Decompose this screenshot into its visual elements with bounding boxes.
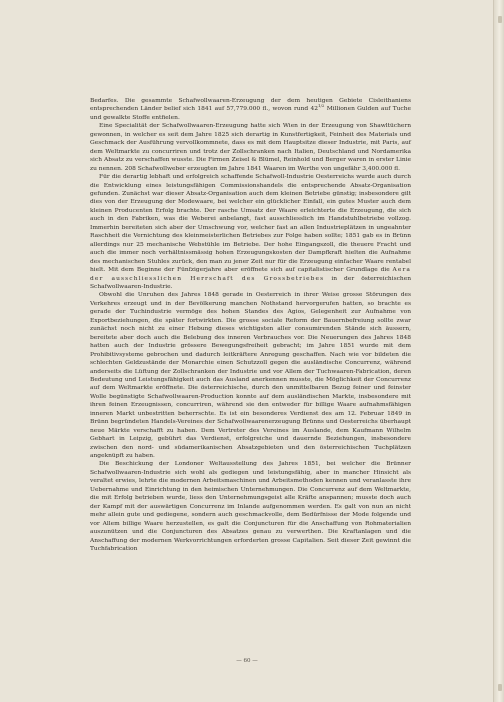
- page-edge: [493, 0, 504, 702]
- paragraph-text: in der österreichischen Schafwollwaaren-Industrie.: [90, 275, 411, 290]
- paragraph: Obwohl die Unruhen des Jahres 1848 gerade in Oesterreich in ihrer Weise grosse Störungen des Verkehres erzeugt und in der Bevölkerung manchen Nothstand hervorgerufen hatten, so brachte es gerade der Tuchindustrie vermöge des hohen Standes des Agios, Gelegenheit zur Aufnahme von Exportbeziehungen, die später fortwirkten. Die grosse sociale Reform der Bauernbefreiung sollte zwar zunächst noch nicht zu einer Hebung dieses wichtigsten aller consumirenden Stände sich äussern, bereitete aber doch auch die Belebung des inneren Verbrauches vor. Die Neuerungen des Jahres 1848 hatten auch der Industrie grössere Bewegungsfreiheit gebracht; im Jahre 1851 wurde mit dem Prohibitivsysteme gebrochen und dadurch leitkräftere Anregung geschaffen. Nach wie vor bildeten die schlechten Geldzustände der Monarchie einen Schutzzoll gegen die ausländische Concurrenz, während anderseits die Lüftung der Zollschranken der Industrie und vor Allem der Tuchwaaren-Fabrication, deren Bedeutung und Leistungsfähigkeit auch das Ausland anerkennen musste, die Möglichkeit der Concurrenz auf dem Weltmarkte eröffnete. Die österreichische, durch den unmittelbaren Bezug feiner und feinster Wolle begünstigte Schafwollwaaren-Production konnte auf dem ausländischen Markte, insbesondere mit ihren feinen Erzeugnissen, concurriren, während sie den entweder für billige Waare aufnahmsfähigen inneren Markt unbestritten beherrschte. Es ist ein besonderes Verdienst des am 12. Februar 1849 in Brünn begründeten Handels-Vereines der Schafwollwaarenerzeugung Brünns und Oesterreichs überhaupt neue Märkte verschafft zu haben. Dem Vertreter des Vereines im Auslande, dem Kaufmann Wilhelm Gebhart in Leipzig, gebührt das Verdienst, erfolgreiche und dauernde Beziehungen, insbesondere zwischen den nord- und südamerikanischen Absatzgebieten und den österreichischen Tuchplätzen angeknüpft zu haben.: [90, 292, 411, 460]
- paragraph: Die Beschickung der Londoner Weltausstellung des Jahres 1851, bei welcher die Brünner Schafwollwaaren-Industrie sich wohl als gediegen und leistungsfähig, aber in mancher Hinsicht als veraltet erwies, lehrte die modernen Arbeitsmaschinen und Arbeitsmethoden kennen und veranlasste ihre Uebernahme und Einrichtung in den heimischen Unternehmungen. Die Concurrenz auf dem Weltmarkte, die mit Erfolg betrieben wurde, liess den Unternehmungsgeist alle Kräfte anspannen; musste doch auch der Kampf mit der auswärtigen Concurrenz im Inlande aufgenommen werden. Es galt von nun an nicht mehr allein gute und gediegene, sondern auch geschmackvolle, dem Bedürfnisse der Mode folgende und vor Allem billige Waare herzustellen, es galt die Conjuncturen für die Anschaffung von Rohmaterialien auszunützen und die Conjuncturen des Absatzes genau zu verwerthen. Die Kraftanlagen und die Anschaffung der modernen Werkvorrichtungen erforderten grosse Capitalien. Seit dieser Zeit gewinnt die Tuchfabrication: [90, 461, 411, 553]
- paragraph: Eine Specialität der Schafwollwaaren-Erzeugung hatte sich Wien in der Erzeugung von Shawltüchern gewonnen, in welcher es seit dem Jahre 1825 sich derartig in Kunstfertigkeit, Feinheit des Materials und Geschmack der Ausführung vervollkommnete, dass es mit dem Hauptsitze dieser Industrie, mit Paris, auf dem Weltmarkte zu concurriren und trotz der Zollschranken nach Italien, Deutschland und Nordamerika sich Absatz zu verschaffen wusste. Die Firmen Zeisel & Blümel, Reinhold und Berger waren in erster Linie zu nennen. 208 Schafwollweber erzeugten im Jahre 1841 Waaren im Werthe von ungefähr 3,400.000 fl.: [90, 123, 411, 172]
- paragraph: [90, 173, 411, 291]
- page-number: — 60 —: [236, 658, 258, 664]
- paragraph: [90, 97, 411, 122]
- fraction: 1/2: [317, 103, 325, 109]
- paragraph-text: Millionen Gulden auf Tuche und gewalkte Stoffe entfielen.: [90, 106, 411, 121]
- binding-tab: [498, 16, 502, 23]
- body-text: [90, 97, 411, 553]
- spaced-emphasis: Aera der ausschliesslichen Herrschaft des Grossbetriebes: [90, 267, 411, 282]
- binding-tab: [498, 684, 502, 691]
- paragraph-text: Für die derartig lebhaft und erfolgreich schaffende Schafwoll-Industrie Oesterreichs wurde auch durch die Entwicklung eines leistungsfähigen Commissionshandels die entsprechende Absatz-Organisation gefunden. Zunächst war dieser Absatz-Organisation auch dem kleinen Betriebe günstig; insbesondere gilt dies von der Erzeugung der Modewaare, bei welcher ein glücklicher Einfall, ein gutes Muster auch dem kleinen Producenten Erfolg brachte. Der rasche Umsatz der Waare erleichterte die Erzeugung, die sich auch in den Fabriken, was die Weberei anbelangt, fast ausschliesslich im Handstuhlbetriebe vollzog. Immerhin bereiteten sich aber der Umschwung vor, welcher fast an allen Industrieplätzen in ungeahnter Raschheit die Vernichtung des kleinmeisterlichen Betriebes zur Folge haben sollte; 1851 gab es in Brünn allerdings nur 25 mechanische Webstühle im Betriebe. Der hohe Eingangszoll, die theuere Fracht und auch die immer noch verhältnissmässig hohen Erzeugungskosten der Dampfkraft hielten die Aufnahme des mechanischen Stuhles zurück, den man zu jener Zeit nur für die Erzeugung einfacher Waare rentabel hielt. Mit dem Beginne der Fünfzigerjahre aber eröffnete sich auf capitalistischer Grundlage die: [90, 174, 411, 274]
- paragraph-text: Bedarfes. Die gesammte Schafwollwaaren-Erzeugung der dem heutigen Gebiete Cisleithaniens entsprechenden Länder belief sich 1841 auf 57,779.000 fl., wovon rund 42: [90, 98, 411, 113]
